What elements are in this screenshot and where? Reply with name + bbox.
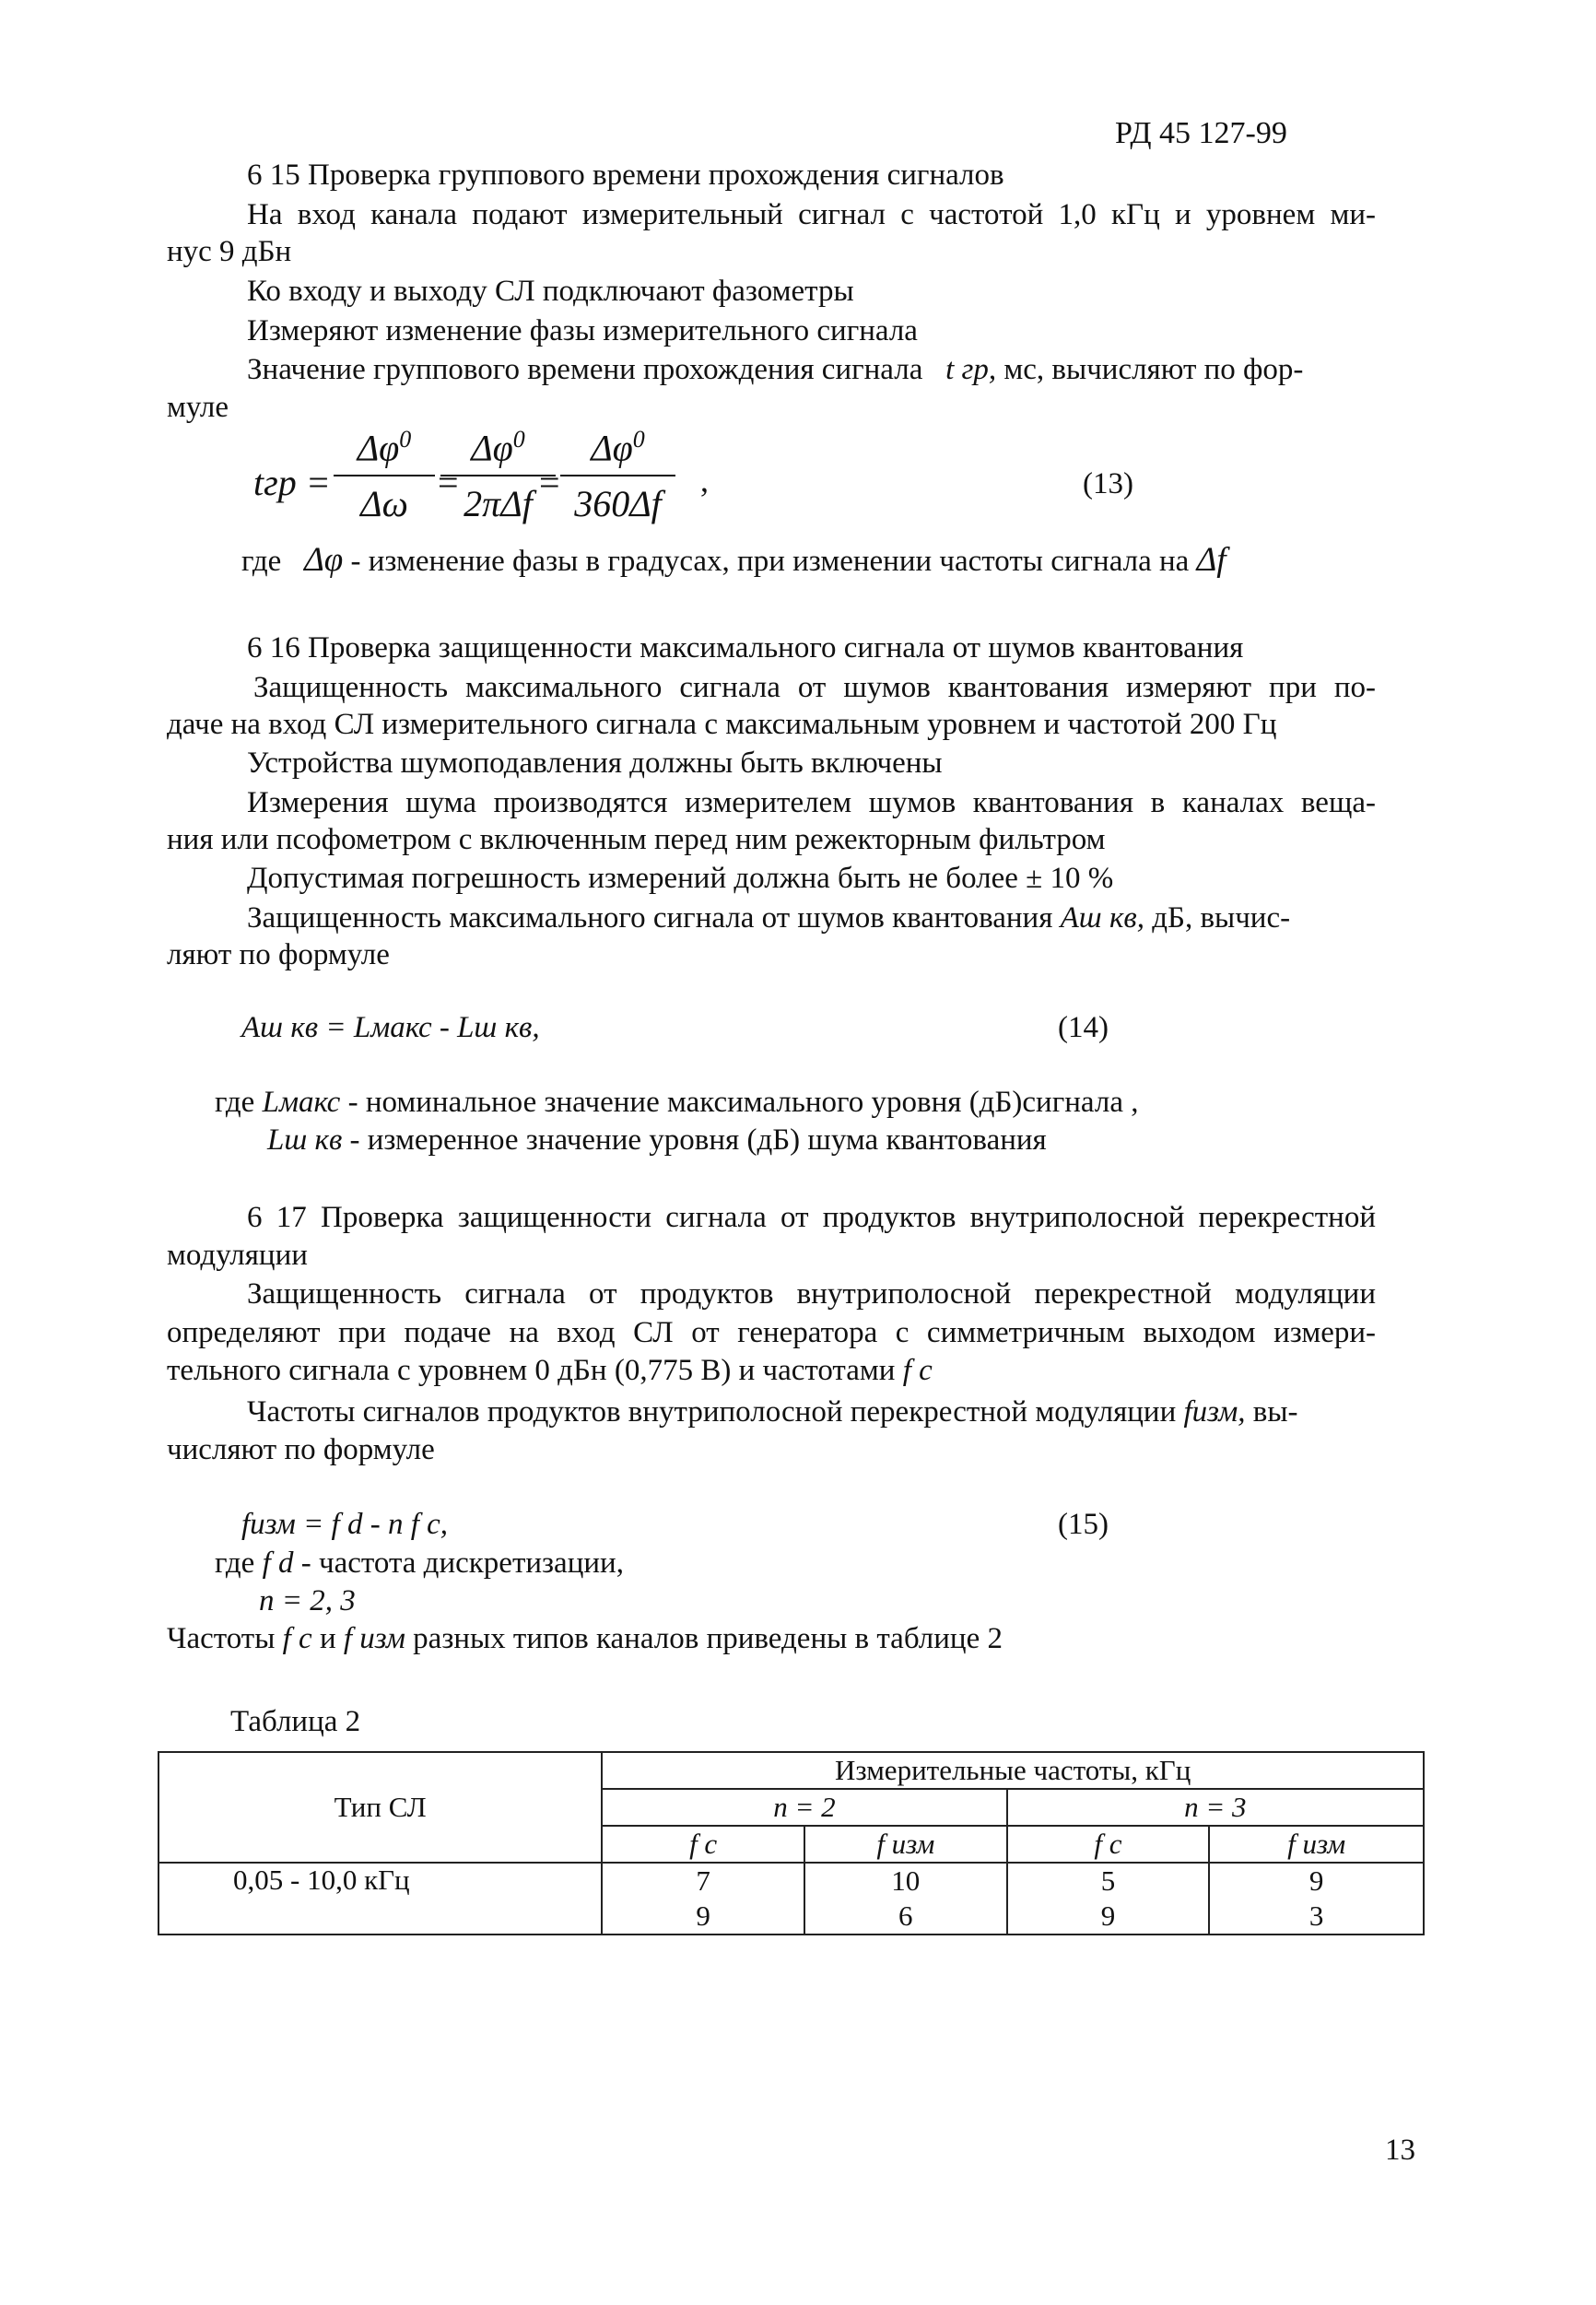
row-label-cell: 0,05 - 10,0 кГц xyxy=(158,1863,602,1935)
delta-phi: Δφ xyxy=(357,427,400,469)
table-cell: 10 xyxy=(804,1863,1007,1899)
variable-delta-phi: Δφ xyxy=(304,541,344,579)
formula-14-number: (14) xyxy=(1058,1011,1109,1044)
formula-13-fraction-1 xyxy=(334,426,435,525)
formula-13-fraction-3 xyxy=(560,426,675,525)
table-cell: 9 xyxy=(1007,1899,1210,1935)
table-row xyxy=(158,1863,1424,1899)
text-segment: где xyxy=(215,1546,255,1580)
s615-where-line xyxy=(241,542,1226,580)
table-cell: 3 xyxy=(1209,1899,1424,1935)
table-header-row xyxy=(158,1752,1424,1789)
s617-where-line-1 xyxy=(215,1545,624,1582)
text-segment: и xyxy=(319,1622,336,1655)
s617-paragraph-1-line-1: Защищенность сигнала от продуктов внутриполосной перекрестной модуляции xyxy=(247,1277,1376,1311)
variable-f-izm: f изм xyxy=(343,1622,405,1655)
header-fizm-cell: f изм xyxy=(804,1826,1007,1863)
fraction-denominator: Δω xyxy=(360,483,408,525)
s615-paragraph-1-line-2: нус 9 дБн xyxy=(167,235,292,268)
variable-l-sh-kv: Lш кв xyxy=(267,1123,343,1157)
section-6-15-title: 6 15 Проверка группового времени прохождения сигналов xyxy=(247,159,1004,192)
s616-paragraph-3-line-1: Измерения шума производятся измерителем шумов квантования в каналах веща- xyxy=(247,786,1376,819)
superscript: 0 xyxy=(512,426,525,453)
formula-15: fизм = f d - n f c, xyxy=(241,1508,449,1541)
text-segment: Защищенность максимального сигнала от шумов квантования xyxy=(247,901,1053,935)
text-segment: - номинальное значение максимального уровня (дБ)сигнала , xyxy=(347,1086,1139,1119)
fraction-denominator: 360Δf xyxy=(574,483,662,525)
s616-paragraph-5-line-2: ляют по формуле xyxy=(167,938,390,971)
variable-f-c: f c xyxy=(282,1622,312,1655)
text-segment: дБ, вычис- xyxy=(1152,901,1291,935)
variable-l-maks: Lмакс xyxy=(262,1086,341,1119)
s615-paragraph-3: Измеряют изменение фазы измерительного сигнала xyxy=(247,314,918,347)
s616-paragraph-3-line-2: ния или псофометром с включенным перед ним режекторным фильтром xyxy=(167,823,1106,856)
variable-f-izm: fизм, xyxy=(1183,1395,1246,1429)
text-segment: Частоты сигналов продуктов внутриполосной перекрестной модуляции xyxy=(247,1395,1177,1429)
formula-15-number: (15) xyxy=(1058,1508,1109,1541)
variable-delta-f: Δf xyxy=(1196,541,1226,579)
page-number: 13 xyxy=(1385,2134,1415,2167)
table-cell: 9 xyxy=(1209,1863,1424,1899)
s617-paragraph-2-line-2: числяют по формуле xyxy=(167,1433,435,1466)
text-segment: где xyxy=(241,545,282,578)
equals-sign: = xyxy=(438,462,459,503)
s615-paragraph-4-line-1 xyxy=(247,351,1303,388)
formula-13-comma: , xyxy=(700,462,709,499)
variable-f-d: f d xyxy=(262,1546,294,1580)
section-6-17-title-line-2: модуляции xyxy=(167,1239,308,1272)
s617-paragraph-1-line-2: определяют при подаче на вход СЛ от генератора с симметричным выходом измери- xyxy=(167,1316,1376,1349)
formula-13-lhs: tгр = xyxy=(253,462,331,503)
header-type-cell: Тип СЛ xyxy=(158,1752,602,1863)
text-segment: где xyxy=(215,1086,255,1119)
header-group-cell: Измерительные частоты, кГц xyxy=(602,1752,1424,1789)
s615-paragraph-1-line-1: На вход канала подают измерительный сигнал с частотой 1,0 кГц и уровнем ми- xyxy=(247,198,1376,231)
s617-paragraph-3 xyxy=(167,1620,1003,1657)
fraction-numerator xyxy=(560,426,675,476)
s617-paragraph-1-line-3 xyxy=(167,1352,933,1389)
s616-paragraph-4: Допустимая погрешность измерений должна быть не более ± 10 % xyxy=(247,862,1114,895)
s616-where-line-2 xyxy=(267,1122,1047,1158)
text-segment: - измеренное значение уровня (дБ) шума квантования xyxy=(349,1123,1047,1157)
equals-sign: = xyxy=(539,462,560,503)
s617-paragraph-2-line-1 xyxy=(247,1394,1298,1430)
text-segment: вы- xyxy=(1252,1395,1298,1429)
table-cell: 5 xyxy=(1007,1863,1210,1899)
text-segment: - изменение фазы в градусах, при изменении частоты сигнала на xyxy=(350,545,1190,578)
table-2-caption: Таблица 2 xyxy=(230,1705,361,1738)
s617-where-line-2: n = 2, 3 xyxy=(259,1584,356,1617)
formula-14: Аш кв = Lмакс - Lш кв, xyxy=(241,1011,540,1044)
document-code: РД 45 127-99 xyxy=(1115,116,1287,150)
superscript: 0 xyxy=(632,426,645,453)
superscript: 0 xyxy=(399,426,412,453)
s616-where-line-1 xyxy=(215,1084,1138,1121)
text-segment: Частоты xyxy=(167,1622,276,1655)
text-segment: мс, вычисляют по фор- xyxy=(1003,353,1304,386)
table-2 xyxy=(158,1751,1425,1935)
variable-a-sh-kv: Аш кв, xyxy=(1060,901,1144,935)
text-segment: Значение группового времени прохождения сигнала xyxy=(247,353,923,386)
delta-phi: Δφ xyxy=(471,427,513,469)
table-cell: 6 xyxy=(804,1899,1007,1935)
formula-13-number: (13) xyxy=(1083,467,1133,500)
fraction-numerator xyxy=(334,426,435,476)
variable-f-c: f c xyxy=(902,1354,933,1387)
s615-paragraph-4-line-2: муле xyxy=(167,391,229,424)
section-6-16-title: 6 16 Проверка защищенности максимального сигнала от шумов квантования xyxy=(247,631,1244,664)
text-segment: - частота дискретизации, xyxy=(300,1546,624,1580)
s615-paragraph-2: Ко входу и выходу СЛ подключают фазометры xyxy=(247,275,854,308)
table-cell: 7 xyxy=(602,1863,804,1899)
header-fc-cell: f c xyxy=(1007,1826,1210,1863)
header-n2-cell: n = 2 xyxy=(602,1789,1006,1826)
header-fizm-cell: f изм xyxy=(1209,1826,1424,1863)
s616-paragraph-2: Устройства шумоподавления должны быть включены xyxy=(247,747,943,780)
header-fc-cell: f c xyxy=(602,1826,804,1863)
header-n3-cell: n = 3 xyxy=(1007,1789,1424,1826)
s616-paragraph-1-line-1: Защищенность максимального сигнала от шумов квантования измеряют при по- xyxy=(253,671,1376,704)
fraction-denominator: 2πΔf xyxy=(464,483,533,525)
s616-paragraph-1-line-2: даче на вход СЛ измерительного сигнала с максимальным уровнем и частотой 200 Гц xyxy=(167,708,1277,741)
delta-phi: Δφ xyxy=(591,427,633,469)
table-cell: 9 xyxy=(602,1899,804,1935)
s616-paragraph-5-line-1 xyxy=(247,900,1290,936)
text-segment: тельного сигнала с уровнем 0 дБн (0,775 В) и частотами xyxy=(167,1354,896,1387)
section-6-17-title-line-1: 6 17 Проверка защищенности сигнала от продуктов внутриполосной перекрестной xyxy=(247,1201,1376,1234)
variable-t-gr: t гр, xyxy=(945,353,997,386)
text-segment: разных типов каналов приведены в таблице 2 xyxy=(413,1622,1003,1655)
